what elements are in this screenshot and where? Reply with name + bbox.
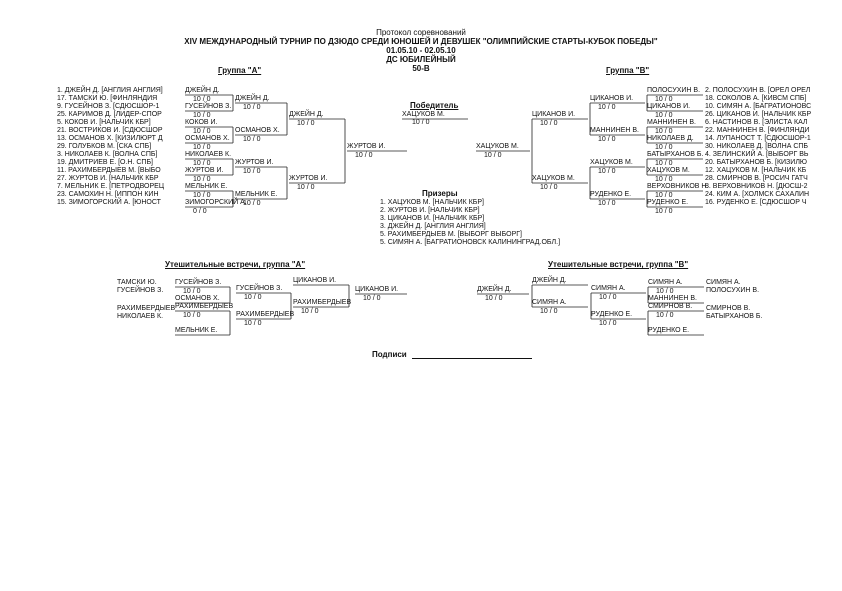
consol-b-r2-match-name: СИМЯН А. — [591, 285, 626, 292]
b-r1-match-name: ХАЦУКОВ М. — [647, 167, 690, 174]
group-a-entry: 15. ЗИМОГОРСКИЙ А. [ЮНОСТ — [57, 199, 161, 206]
a-r1-match-name: ЗИМОГОРСКИЙ А. — [185, 199, 247, 206]
consol-a-r2-match-score: 10 / 0 — [244, 320, 262, 327]
consol-b-r1-match-name: МАННИНЕН В. — [648, 295, 697, 302]
a-r3-match-score: 10 / 0 — [297, 120, 315, 127]
b-r2-match-score: 10 / 0 — [598, 168, 616, 175]
prizer-entry: 1. ХАЦУКОВ М. [НАЛЬЧИК КБР] — [380, 199, 484, 206]
b-r2-match-score: 10 / 0 — [598, 200, 616, 207]
consol-a-entry: ТАМСКИ Ю. — [117, 279, 157, 286]
b-r2-match-name: ЦИКАНОВ И. — [590, 95, 634, 102]
tournament-venue: ДС ЮБИЛЕЙНЫЙ — [386, 55, 456, 64]
b-r1-match-name: ВЕРХОВНИКОВ Н. — [647, 183, 709, 190]
b-r3-match-score: 10 / 0 — [540, 184, 558, 191]
consol-b-r1-match-name: РУДЕНКО Е. — [648, 327, 690, 334]
group-b-entry: 18. СОКОЛОВ А. [КИВСМ СПБ] — [705, 95, 807, 102]
consol-b-r2-match-name: РУДЕНКО Е. — [591, 311, 633, 318]
consol-a-r1-match-score: 10 / 0 — [183, 288, 201, 295]
a-final-match-name: ЖУРТОВ И. — [347, 143, 386, 150]
group-a-entry: 27. ЖУРТОВ И. [НАЛЬЧИК КБР — [57, 175, 159, 182]
b-r1-match-score: 10 / 0 — [655, 160, 673, 167]
b-r1-match-name: НИКОЛАЕВ Д. — [647, 135, 694, 142]
group-b-entry: 10. СИМЯН А. [БАГРАТИОНОВС — [705, 103, 812, 110]
a-r1-match-score: 10 / 0 — [193, 144, 211, 151]
a-r2-match-score: 10 / 0 — [243, 136, 261, 143]
group-b-entry: 22. МАННИНЕН В. [ФИНЛЯНДИ — [705, 127, 810, 134]
consol-a-r2-match-name: ГУСЕЙНОВ З. — [236, 285, 283, 292]
tournament-dates: 01.05.10 - 02.05.10 — [386, 46, 456, 55]
a-r1-match-name: КОКОВ И. — [185, 119, 218, 126]
b-r1-match-score: 10 / 0 — [655, 128, 673, 135]
b-r1-match-name: ЦИКАНОВ И. — [647, 103, 691, 110]
b-r1-match-name: ПОЛОСУХИН В. — [647, 87, 701, 94]
a-r1-match-score: 10 / 0 — [193, 96, 211, 103]
protocol-title: Протокол соревнований — [376, 28, 466, 37]
b-r2-match-score: 10 / 0 — [598, 104, 616, 111]
consol-a-r3-match-score: 10 / 0 — [301, 308, 319, 315]
signature-label: Подписи — [372, 350, 407, 359]
group-a-title: Группа "А" — [218, 66, 262, 75]
b-final-match-name: ХАЦУКОВ М. — [476, 143, 519, 150]
b-r1-match-score: 10 / 0 — [655, 112, 673, 119]
a-r1-match-name: МЕЛЬНИК Е. — [185, 183, 228, 190]
group-a-entry: 23. САМОХИН Н. [ИППОН КИН — [57, 191, 159, 198]
consol-b-entry: СИМЯН А. — [706, 279, 741, 286]
consol-a-r1-match-name: ГУСЕЙНОВ З. — [175, 279, 222, 286]
consol-b-entry: БАТЫРХАНОВ Б. — [706, 313, 763, 320]
group-b-entry: 16. РУДЕНКО Е. [СДЮСШОР Ч — [705, 199, 807, 206]
a-r3-match-score: 10 / 0 — [297, 184, 315, 191]
consol-a-r1-match-name: ОСМАНОВ Х. — [175, 295, 220, 302]
consol-a-r1-match-name: МЕЛЬНИК Е. — [175, 327, 218, 334]
group-a-entry: 25. КАРИМОВ Д. [ЛИДЕР-СПОР — [57, 111, 162, 118]
group-b-entry: 6. НАСТИНОВ В. [ЭЛИСТА КАЛ — [705, 119, 808, 126]
b-r1-match-score: 10 / 0 — [655, 192, 673, 199]
a-r3-match-name: ДЖЕЙН Д. — [289, 111, 324, 118]
b-r3-match-name: ЦИКАНОВ И. — [532, 111, 576, 118]
consol-a-final-match-score: 10 / 0 — [363, 295, 381, 302]
group-b-entry: 8. ВЕРХОВНИКОВ Н. [ДЮСШ-2 — [705, 183, 808, 190]
consol-a-r2-match-score: 10 / 0 — [244, 294, 262, 301]
consol-b-r2-match-score: 10 / 0 — [599, 320, 617, 327]
consol-a-entry: РАХИМБЕРДЫЕВ — [117, 305, 176, 312]
a-r1-match-score: 10 / 0 — [193, 128, 211, 135]
prizer-entry: 3. ДЖЕЙН Д. [АНГЛИЯ АНГЛИЯ] — [380, 223, 486, 230]
consol-b-r1-match-name: СИМЯН А. — [648, 279, 683, 286]
group-b-entry: 4. ЗЕЛИНСКИЙ А. [ВЫБОРГ ВЬ — [705, 151, 809, 158]
a-r1-match-name: ЖУРТОВ И. — [185, 167, 224, 174]
consol-b-entry: СМИРНОВ В. — [706, 305, 751, 312]
consolation-b-title: Утешительные встречи, группа "В" — [548, 260, 689, 269]
group-a-entry: 29. ГОЛУБКОВ М. [СКА СПБ] — [57, 143, 152, 150]
consol-b-r3-match-name: СИМЯН А. — [532, 299, 567, 306]
b-r1-match-score: 10 / 0 — [655, 176, 673, 183]
consol-a-entry: ГУСЕЙНОВ З. — [117, 287, 164, 294]
a-r1-match-score: 0 / 0 — [193, 208, 207, 215]
group-b-entry: 28. СМИРНОВ В. [РОСИЧ ГАТЧ — [705, 175, 808, 182]
group-a-entry: 3. НИКОЛАЕВ К. [ВОЛНА СПБ] — [57, 151, 158, 158]
prizer-entry: 5. СИМЯН А. [БАГРАТИОНОВСК КАЛИНИНГРАД.ОБЛ.] — [380, 239, 561, 246]
a-r2-match-score: 10 / 0 — [243, 200, 261, 207]
consolation-a-title: Утешительные встречи, группа "А" — [165, 260, 306, 269]
a-r1-match-score: 10 / 0 — [193, 160, 211, 167]
consol-b-r1-match-score: 10 / 0 — [656, 312, 674, 319]
a-r2-match-name: ЖУРТОВ И. — [235, 159, 274, 166]
consol-a-r2-match-name: РАХИМБЕРДЫЕВ — [236, 311, 295, 318]
prizers-title: Призеры — [422, 189, 458, 198]
b-r1-match-score: 10 / 0 — [655, 96, 673, 103]
weight-category: 50-В — [412, 64, 430, 73]
group-a-entry: 11. РАХИМБЕРДЫЕВ М. [ВЫБО — [57, 167, 161, 174]
consol-b-r3-match-name: ДЖЕЙН Д. — [532, 277, 567, 284]
a-r1-match-score: 10 / 0 — [193, 192, 211, 199]
b-r1-match-name: БАТЫРХАНОВ Б. — [647, 151, 704, 158]
consol-b-r3-match-score: 10 / 0 — [540, 308, 558, 315]
consol-a-r1-match-score: 10 / 0 — [183, 312, 201, 319]
consol-b-final-match-name: ДЖЕЙН Д. — [477, 286, 512, 293]
b-r1-match-score: 10 / 0 — [655, 208, 673, 215]
consol-b-r1-match-name: СМИРНОВ В. — [648, 303, 693, 310]
tournament-title: XIV МЕЖДУНАРОДНЫЙ ТУРНИР ПО ДЗЮДО СРЕДИ ЮНОШЕЙ И ДЕВУШЕК "ОЛИМПИЙСКИЕ СТАРТЫ-КУБОК ПОБЕДЫ" — [184, 37, 658, 46]
prizer-entry: 5. РАХИМБЕРДЫЕВ М. [ВЫБОРГ ВЫБОРГ] — [380, 231, 522, 238]
prizer-entry: 2. ЖУРТОВ И. [НАЛЬЧИК КБР] — [380, 207, 480, 214]
consol-b-r1-match-score: 10 / 0 — [656, 288, 674, 295]
group-a-entry: 1. ДЖЕЙН Д. [АНГЛИЯ АНГЛИЯ] — [57, 87, 163, 94]
a-r1-match-name: ОСМАНОВ Х. — [185, 135, 230, 142]
group-a-entry: 9. ГУСЕЙНОВ З. [СДЮСШОР-1 — [57, 103, 160, 110]
group-a-entry: 17. ТАМСКИ Ю. [ФИНЛЯНДИЯ — [57, 95, 158, 102]
a-r2-match-score: 10 / 0 — [243, 168, 261, 175]
b-r1-match-name: РУДЕНКО Е. — [647, 199, 689, 206]
group-b-entry: 2. ПОЛОСУХИН В. [ОРЕЛ ОРЕЛ — [705, 87, 811, 94]
consol-a-r3-match-name: ЦИКАНОВ И. — [293, 277, 337, 284]
group-a-entry: 5. КОКОВ И. [НАЛЬЧИК КБР] — [57, 119, 151, 126]
consol-a-r3-match-name: РАХИМБЕРДЫЕВ — [293, 299, 352, 306]
a-r3-match-name: ЖУРТОВ И. — [289, 175, 328, 182]
group-b-entry: 26. ЦИКАНОВ И. [НАЛЬЧИК КБР — [705, 111, 812, 118]
a-r2-match-name: ДЖЕЙН Д. — [235, 95, 270, 102]
group-a-entry: 19. ДМИТРИЕВ Е. [О.Н. СПБ] — [57, 159, 154, 166]
consol-b-final-match-score: 10 / 0 — [485, 295, 503, 302]
group-b-title: Группа "В" — [606, 66, 650, 75]
winner-score: 10 / 0 — [412, 119, 430, 126]
b-r3-match-score: 10 / 0 — [540, 120, 558, 127]
a-r2-match-score: 10 / 0 — [243, 104, 261, 111]
b-r3-match-name: ХАЦУКОВ М. — [532, 175, 575, 182]
consol-a-final-match-name: ЦИКАНОВ И. — [355, 286, 399, 293]
a-r2-match-name: МЕЛЬНИК Е. — [235, 191, 278, 198]
group-b-entry: 20. БАТЫРХАНОВ Б. [КИЗИЛЮ — [705, 159, 807, 166]
group-b-entry: 30. НИКОЛАЕВ Д. [ВОЛНА СПБ — [705, 143, 808, 150]
consol-a-r1-match-name: РАХИМБЕРДЫЕВ — [175, 303, 234, 310]
a-r1-match-name: ГУСЕЙНОВ З. — [185, 103, 232, 110]
b-r1-match-name: МАННИНЕН В. — [647, 119, 696, 126]
a-r2-match-name: ОСМАНОВ Х. — [235, 127, 280, 134]
group-a-entry: 7. МЕЛЬНИК Е. [ПЕТРОДВОРЕЦ — [57, 183, 165, 190]
a-r1-match-score: 10 / 0 — [193, 112, 211, 119]
winner-name: ХАЦУКОВ М. — [402, 111, 445, 118]
group-a-entry: 13. ОСМАНОВ Х. [КИЗИЛЮРТ Д — [57, 135, 163, 142]
b-final-match-score: 10 / 0 — [484, 152, 502, 159]
b-r2-match-name: ХАЦУКОВ М. — [590, 159, 633, 166]
b-r2-match-score: 10 / 0 — [598, 136, 616, 143]
a-r1-match-name: ДЖЕЙН Д. — [185, 87, 220, 94]
a-r1-match-name: НИКОЛАЕВ К. — [185, 151, 232, 158]
group-b-entry: 24. КИМ А. [ХОЛМСК САХАЛИН — [705, 191, 810, 198]
a-final-match-score: 10 / 0 — [355, 152, 373, 159]
group-b-entry: 12. ХАЦУКОВ М. [НАЛЬЧИК КБ — [705, 167, 807, 174]
b-r2-match-name: МАННИНЕН В. — [590, 127, 639, 134]
a-r1-match-score: 10 / 0 — [193, 176, 211, 183]
winner-title: Победитель — [410, 101, 459, 110]
consol-b-entry: ПОЛОСУХИН В. — [706, 287, 760, 294]
consol-a-entry: НИКОЛАЕВ К. — [117, 313, 164, 320]
b-r2-match-name: РУДЕНКО Е. — [590, 191, 632, 198]
consol-b-r2-match-score: 10 / 0 — [599, 294, 617, 301]
b-r1-match-score: 10 / 0 — [655, 144, 673, 151]
prizer-entry: 3. ЦИКАНОВ И. [НАЛЬЧИК КБР] — [380, 215, 485, 222]
group-a-entry: 21. ВОСТРИКОВ И. [СДЮСШОР — [57, 127, 163, 134]
group-b-entry: 14. ЛУПАНОСТ Т. [СДЮСШОР-1 — [705, 135, 811, 142]
